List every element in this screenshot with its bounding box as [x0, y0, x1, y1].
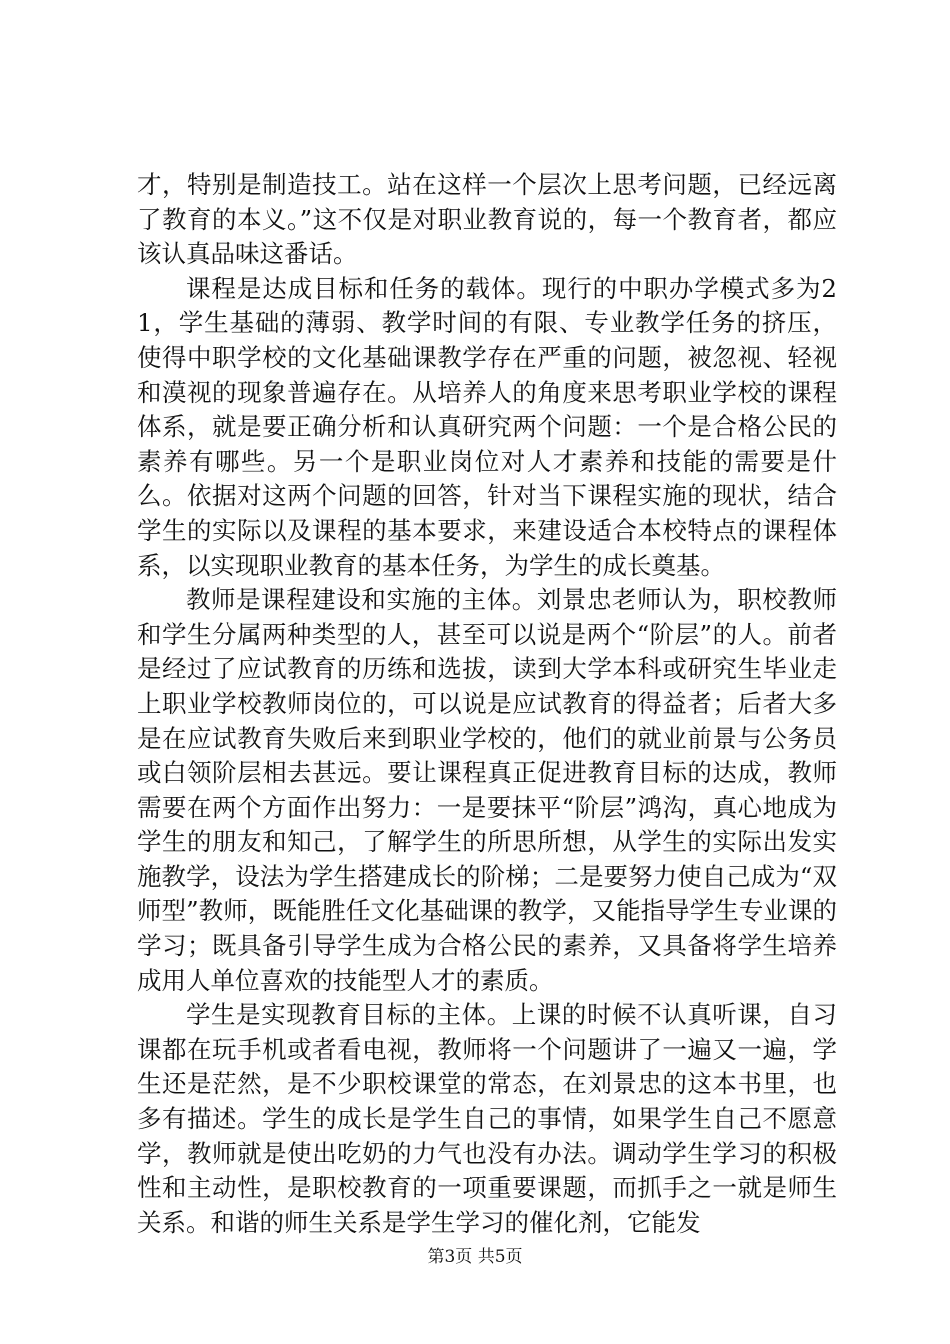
paragraph-continued: 才，特别是制造技工。站在这样一个层次上思考问题，已经远离了教育的本义。”这不仅是对职业教育说的，每一个教育者，都应该认真品味这番话。: [137, 170, 837, 269]
paragraph-students: 学生是实现教育目标的主体。上课的时候不认真听课，自习课都在玩手机或者看电视，教师将一个问题讲了一遍又一遍，学生还是茫然，是不少职校课堂的常态，在刘景忠的这本书里，也多有描述。学生的成长是学生自己的事情，如果学生自己不愿意学，教师就是使出吃奶的力气也没有办法。调动学生学习的积极性和主动性，是职校教育的一项重要课题，而抓手之一就是师生关系。和谐的师生关系是学生学习的催化剂，它能发: [137, 1000, 837, 1237]
paragraph-curriculum: 课程是达成目标和任务的载体。现行的中职办学模式多为21，学生基础的薄弱、教学时间的有限、专业教学任务的挤压，使得中职学校的文化基础课教学存在严重的问题，被忽视、轻视和漠视的现象普遍存在。从培养人的角度来思考职业学校的课程体系，就是要正确分析和认真研究两个问题：一个是合格公民的素养有哪些。另一个是职业岗位对人才素养和技能的需要是什么。依据对这两个问题的回答，针对当下课程实施的现状，结合学生的实际以及课程的基本要求，来建设适合本校特点的课程体系，以实现职业教育的基本任务，为学生的成长奠基。: [137, 273, 837, 580]
page-number-footer: 第3页 共5页: [427, 1247, 523, 1267]
document-body: [137, 168, 837, 1240]
paragraph-teachers: 教师是课程建设和实施的主体。刘景忠老师认为，职校教师和学生分属两种类型的人，甚至可以说是两个“阶层”的人。前者是经过了应试教育的历练和选拔，读到大学本科或研究生毕业走上职业学校教师岗位的，可以说是应试教育的得益者；后者大多是在应试教育失败后来到职业学校的，他们的就业前景与公务员或白领阶层相去甚远。要让课程真正促进教育目标的达成，教师需要在两个方面作出努力：一是要抹平“阶层”鸿沟，真心地成为学生的朋友和知己，了解学生的所思所想，从学生的实际出发实施教学，设法为学生搭建成长的阶梯；二是要努力使自己成为“双师型”教师，既能胜任文化基础课的教学，又能指导学生专业课的学习；既具备引导学生成为合格公民的素养，又具备将学生培养成用人单位喜欢的技能型人才的素质。: [137, 585, 837, 995]
